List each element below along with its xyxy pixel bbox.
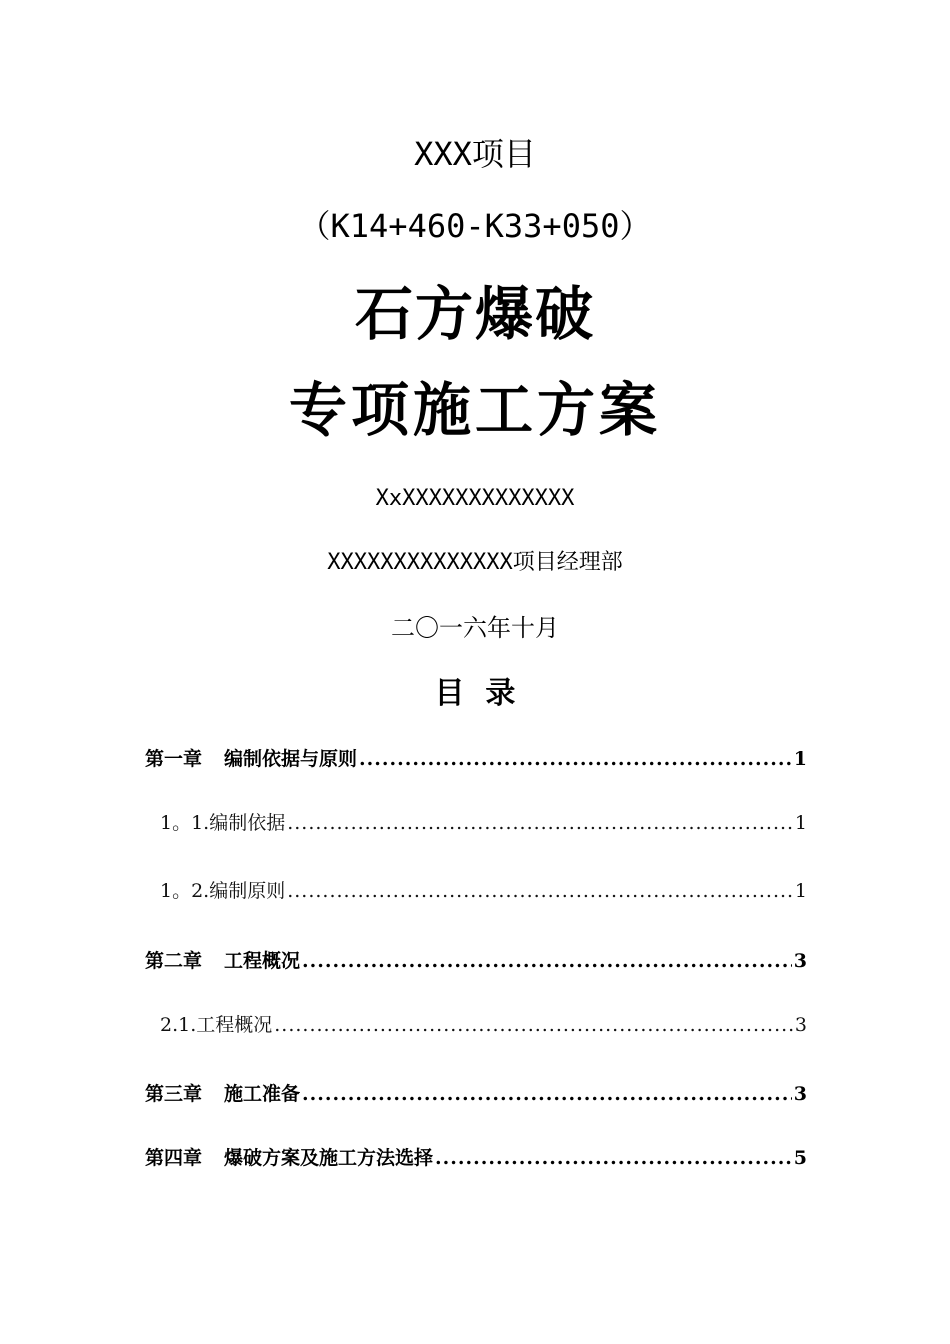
main-title-line-2: 专项施工方案: [288, 376, 661, 444]
main-title-line-1: 石方爆破: [354, 280, 595, 348]
toc-dot-leader: [287, 812, 793, 834]
toc-entry-title: 2.1.工程概况: [160, 1014, 273, 1036]
toc-entry-title: 爆破方案及施工方法选择: [224, 1147, 434, 1169]
toc-heading: 目 录: [434, 676, 516, 711]
toc-page-number: 3: [793, 1083, 807, 1105]
toc-entry-chapter-4[interactable]: [145, 1143, 807, 1173]
chainage-range: （K14+460-K33+050）: [298, 207, 652, 245]
toc-dot-leader: [302, 1083, 792, 1105]
toc-entry-chapter-1[interactable]: [145, 744, 807, 774]
document-date: 二〇一六年十月: [391, 614, 559, 642]
toc-entry-title: 工程概况: [224, 950, 301, 972]
toc-entry-title: 施工准备: [224, 1083, 301, 1105]
toc-dot-leader: [287, 880, 793, 902]
toc-chapter-number: 第一章: [145, 748, 203, 770]
toc-entry-section-1-2[interactable]: [160, 876, 807, 906]
toc-entry-chapter-3[interactable]: [145, 1079, 807, 1109]
toc-chapter-number: 第二章: [145, 950, 203, 972]
department-name: XXXXXXXXXXXXXX项目经理部: [327, 550, 623, 575]
toc-dot-leader: [274, 1014, 793, 1036]
toc-page-number: 5: [793, 1147, 807, 1169]
company-name: XxXXXXXXXXXXXXX: [375, 486, 575, 511]
toc-dot-leader: [359, 748, 792, 770]
toc-page-number: 3: [794, 1014, 807, 1036]
toc-dot-leader: [302, 950, 792, 972]
project-title: XXX项目: [414, 135, 536, 173]
toc-page-number: 1: [794, 880, 807, 902]
toc-entry-title: 1。1.编制依据: [160, 812, 286, 834]
toc-chapter-number: 第四章: [145, 1147, 203, 1169]
toc-chapter-number: 第三章: [145, 1083, 203, 1105]
toc-entry-section-2-1[interactable]: [160, 1010, 807, 1040]
toc-entry-chapter-2[interactable]: [145, 946, 807, 976]
toc-page-number: 1: [793, 748, 807, 770]
toc-entry-title: 编制依据与原则: [224, 748, 358, 770]
toc-entry-title: 1。2.编制原则: [160, 880, 286, 902]
toc-dot-leader: [435, 1147, 792, 1169]
toc-page-number: 1: [794, 812, 807, 834]
toc-page-number: 3: [793, 950, 807, 972]
toc-entry-section-1-1[interactable]: [160, 808, 807, 838]
